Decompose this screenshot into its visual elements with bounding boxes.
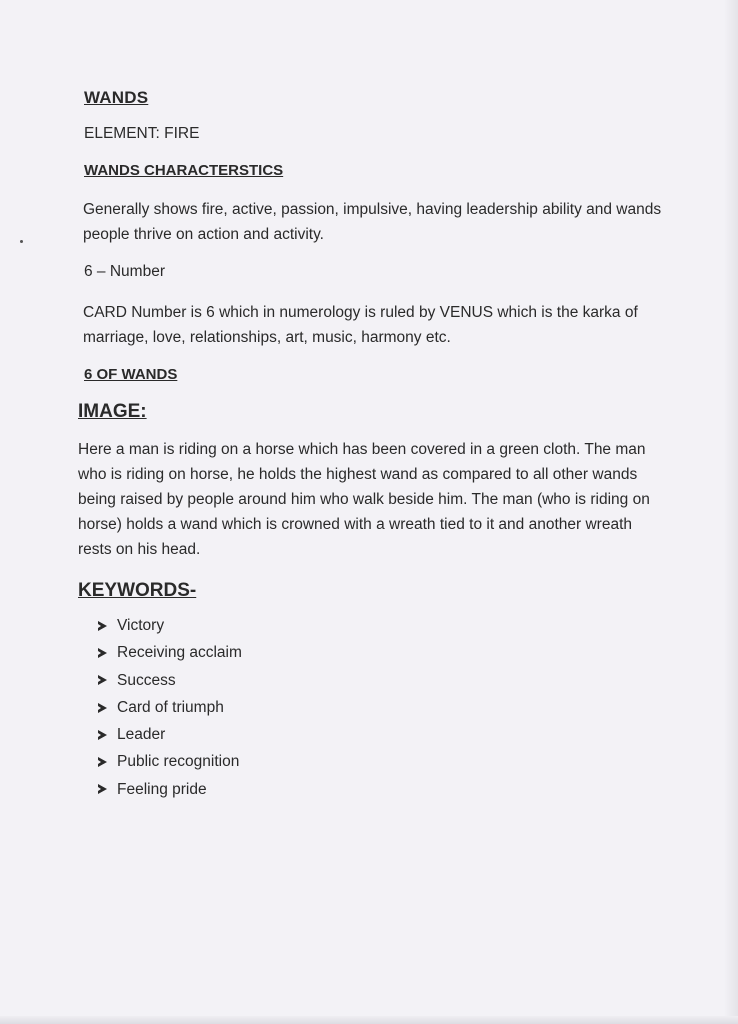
list-item: [98, 694, 668, 721]
keyword-text: Receiving acclaim: [117, 644, 242, 662]
keyword-text: Feeling pride: [117, 780, 207, 798]
list-item: [98, 721, 668, 748]
keywords-heading: KEYWORDS-: [78, 580, 197, 601]
arrowhead-bullet-icon: [98, 757, 107, 767]
list-item: [98, 612, 668, 639]
scan-speck: [20, 240, 23, 243]
list-item: [98, 667, 668, 694]
arrowhead-bullet-icon: [98, 730, 107, 740]
arrowhead-bullet-icon: [98, 621, 107, 631]
arrowhead-bullet-icon: [98, 648, 107, 658]
element-line: ELEMENT: FIRE: [84, 125, 200, 142]
document-body: [78, 88, 668, 803]
page-edge-shadow: [724, 0, 738, 1024]
keyword-text: Success: [117, 671, 176, 689]
list-item: [98, 639, 668, 666]
arrowhead-bullet-icon: [98, 675, 107, 685]
keyword-text: Victory: [117, 617, 165, 634]
keywords-list: [78, 612, 668, 803]
list-item: [98, 776, 668, 803]
keyword-text: Leader: [117, 726, 166, 744]
wands-heading: WANDS: [84, 88, 149, 107]
card-number-paragraph: CARD Number is 6 which in numerology is ruled by VENUS which is the karka of marriage, love, relationships, art, music, harmony etc.: [83, 304, 638, 346]
list-item: [98, 748, 668, 775]
image-heading: IMAGE:: [78, 401, 147, 422]
keyword-text: Card of triumph: [117, 698, 224, 716]
image-paragraph: Here a man is riding on a horse which has been covered in a green cloth. The man who is riding on horse, he holds the highest wand as compared to all other wands being raised by people around him who walk beside him. The man (who is riding on horse) holds a wand which is crowned with a wreath tied to it and another wreath rests on his head.: [78, 441, 650, 558]
keyword-text: Public recognition: [117, 753, 240, 771]
card-heading: 6 OF WANDS: [84, 366, 178, 383]
arrowhead-bullet-icon: [98, 703, 107, 713]
page-bottom-edge: [0, 1016, 738, 1024]
arrowhead-bullet-icon: [98, 784, 107, 794]
number-line: 6 – Number: [84, 263, 165, 280]
characteristics-paragraph: Generally shows fire, active, passion, impulsive, having leadership ability and wands people thrive on action and activity.: [83, 201, 662, 243]
characteristics-heading: WANDS CHARACTERSTICS: [84, 162, 284, 179]
